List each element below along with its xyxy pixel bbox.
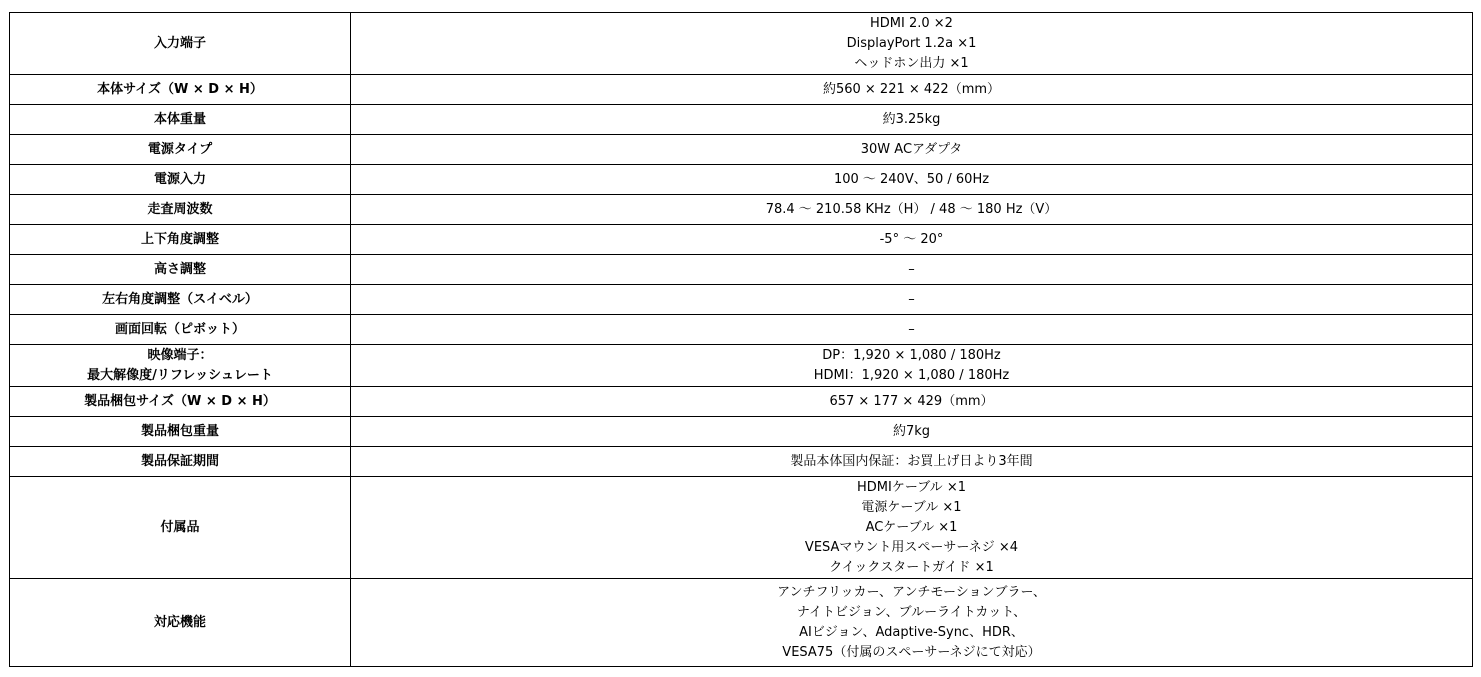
spec-label-cell xyxy=(10,285,351,315)
spec-value: – xyxy=(908,321,915,337)
spec-table xyxy=(9,12,1473,667)
spec-label-cell xyxy=(10,315,351,345)
spec-value-cell xyxy=(351,417,1473,447)
spec-label: 製品梱包重量 xyxy=(140,423,219,439)
spec-value: 約3.25kg xyxy=(882,111,941,127)
table-row xyxy=(10,255,1473,285)
spec-value: DP：1,920 × 1,080 / 180Hz xyxy=(822,347,1001,363)
table-row xyxy=(10,477,1473,579)
spec-value: VESAマウント用スペーサーネジ ×4 xyxy=(804,539,1019,555)
spec-value-cell xyxy=(351,345,1473,387)
table-row xyxy=(10,13,1473,75)
spec-value: – xyxy=(908,261,915,277)
spec-value: 製品本体国内保証：お買上げ日より3年間 xyxy=(790,453,1033,469)
spec-label-cell xyxy=(10,477,351,579)
spec-value-cell xyxy=(351,13,1473,75)
spec-label: 付属品 xyxy=(160,519,200,535)
spec-label-cell xyxy=(10,225,351,255)
spec-label: 本体サイズ（W × D × H） xyxy=(97,81,263,97)
spec-label-cell xyxy=(10,387,351,417)
spec-value: 電源ケーブル ×1 xyxy=(861,499,962,515)
spec-label: 本体重量 xyxy=(153,111,206,127)
spec-label-cell xyxy=(10,165,351,195)
spec-label-cell xyxy=(10,345,351,387)
spec-value: – xyxy=(908,291,915,307)
table-row xyxy=(10,165,1473,195)
spec-label: 最大解像度/リフレッシュレート xyxy=(87,367,273,383)
spec-value-cell xyxy=(351,105,1473,135)
spec-value-cell xyxy=(351,285,1473,315)
spec-label: 高さ調整 xyxy=(153,261,206,277)
spec-label: 走査周波数 xyxy=(147,201,213,217)
spec-value: ACケーブル ×1 xyxy=(865,519,958,535)
spec-value-cell xyxy=(351,579,1473,667)
spec-value-cell xyxy=(351,195,1473,225)
spec-value: HDMI：1,920 × 1,080 / 180Hz xyxy=(813,367,1010,383)
spec-value: VESA75（付属のスペーサーネジにて対応） xyxy=(782,644,1041,660)
spec-label: 左右角度調整（スイベル） xyxy=(102,291,258,307)
spec-value: -5° ～ 20° xyxy=(879,231,944,247)
spec-value: アンチフリッカー、アンチモーションブラー、 xyxy=(777,584,1046,600)
table-row xyxy=(10,315,1473,345)
spec-value: 30W ACアダプタ xyxy=(860,141,963,157)
spec-value: ナイトビジョン、ブルーライトカット、 xyxy=(796,604,1027,620)
spec-label: 電源入力 xyxy=(153,171,206,187)
spec-label: 映像端子： xyxy=(147,347,213,363)
spec-label: 電源タイプ xyxy=(147,141,213,157)
table-row xyxy=(10,75,1473,105)
spec-label: 入力端子 xyxy=(153,35,206,51)
table-row xyxy=(10,417,1473,447)
spec-value-cell xyxy=(351,387,1473,417)
spec-value: HDMIケーブル ×1 xyxy=(857,479,966,495)
spec-label-cell xyxy=(10,75,351,105)
spec-value-cell xyxy=(351,135,1473,165)
spec-label-cell xyxy=(10,579,351,667)
spec-value-cell xyxy=(351,315,1473,345)
table-row xyxy=(10,105,1473,135)
spec-value-cell xyxy=(351,255,1473,285)
table-row xyxy=(10,579,1473,667)
spec-value: 100 ～ 240V、50 / 60Hz xyxy=(833,171,990,187)
spec-value: HDMI 2.0 ×2 xyxy=(870,15,953,31)
table-row xyxy=(10,285,1473,315)
spec-label: 上下角度調整 xyxy=(140,231,219,247)
spec-label: 対応機能 xyxy=(153,614,206,630)
spec-value: 78.4 ～ 210.58 KHz（H） / 48 ～ 180 Hz（V） xyxy=(765,201,1058,217)
spec-value-cell xyxy=(351,75,1473,105)
spec-label-cell xyxy=(10,105,351,135)
table-row xyxy=(10,447,1473,477)
table-row xyxy=(10,345,1473,387)
spec-table-body xyxy=(10,13,1473,667)
spec-value: クイックスタートガイド ×1 xyxy=(829,559,994,575)
spec-label-cell xyxy=(10,135,351,165)
spec-value: ヘッドホン出力 ×1 xyxy=(854,55,969,71)
spec-value-cell xyxy=(351,447,1473,477)
spec-label: 製品保証期間 xyxy=(140,453,219,469)
spec-value-cell xyxy=(351,165,1473,195)
table-row xyxy=(10,195,1473,225)
spec-label-cell xyxy=(10,195,351,225)
spec-value: DisplayPort 1.2a ×1 xyxy=(846,35,977,51)
spec-label-cell xyxy=(10,447,351,477)
spec-value-cell xyxy=(351,477,1473,579)
spec-value: 約560 × 221 × 422（mm） xyxy=(822,81,1001,97)
spec-label: 製品梱包サイズ（W × D × H） xyxy=(84,393,276,409)
spec-label-cell xyxy=(10,417,351,447)
spec-value: AIビジョン、Adaptive-Sync、HDR、 xyxy=(799,624,1024,640)
spec-label: 画面回転（ピボット） xyxy=(114,321,245,337)
spec-label-cell xyxy=(10,13,351,75)
spec-value: 657 × 177 × 429（mm） xyxy=(829,393,994,409)
spec-label-cell xyxy=(10,255,351,285)
table-row xyxy=(10,135,1473,165)
table-row xyxy=(10,387,1473,417)
spec-value-cell xyxy=(351,225,1473,255)
table-row xyxy=(10,225,1473,255)
spec-value: 約7kg xyxy=(892,423,931,439)
